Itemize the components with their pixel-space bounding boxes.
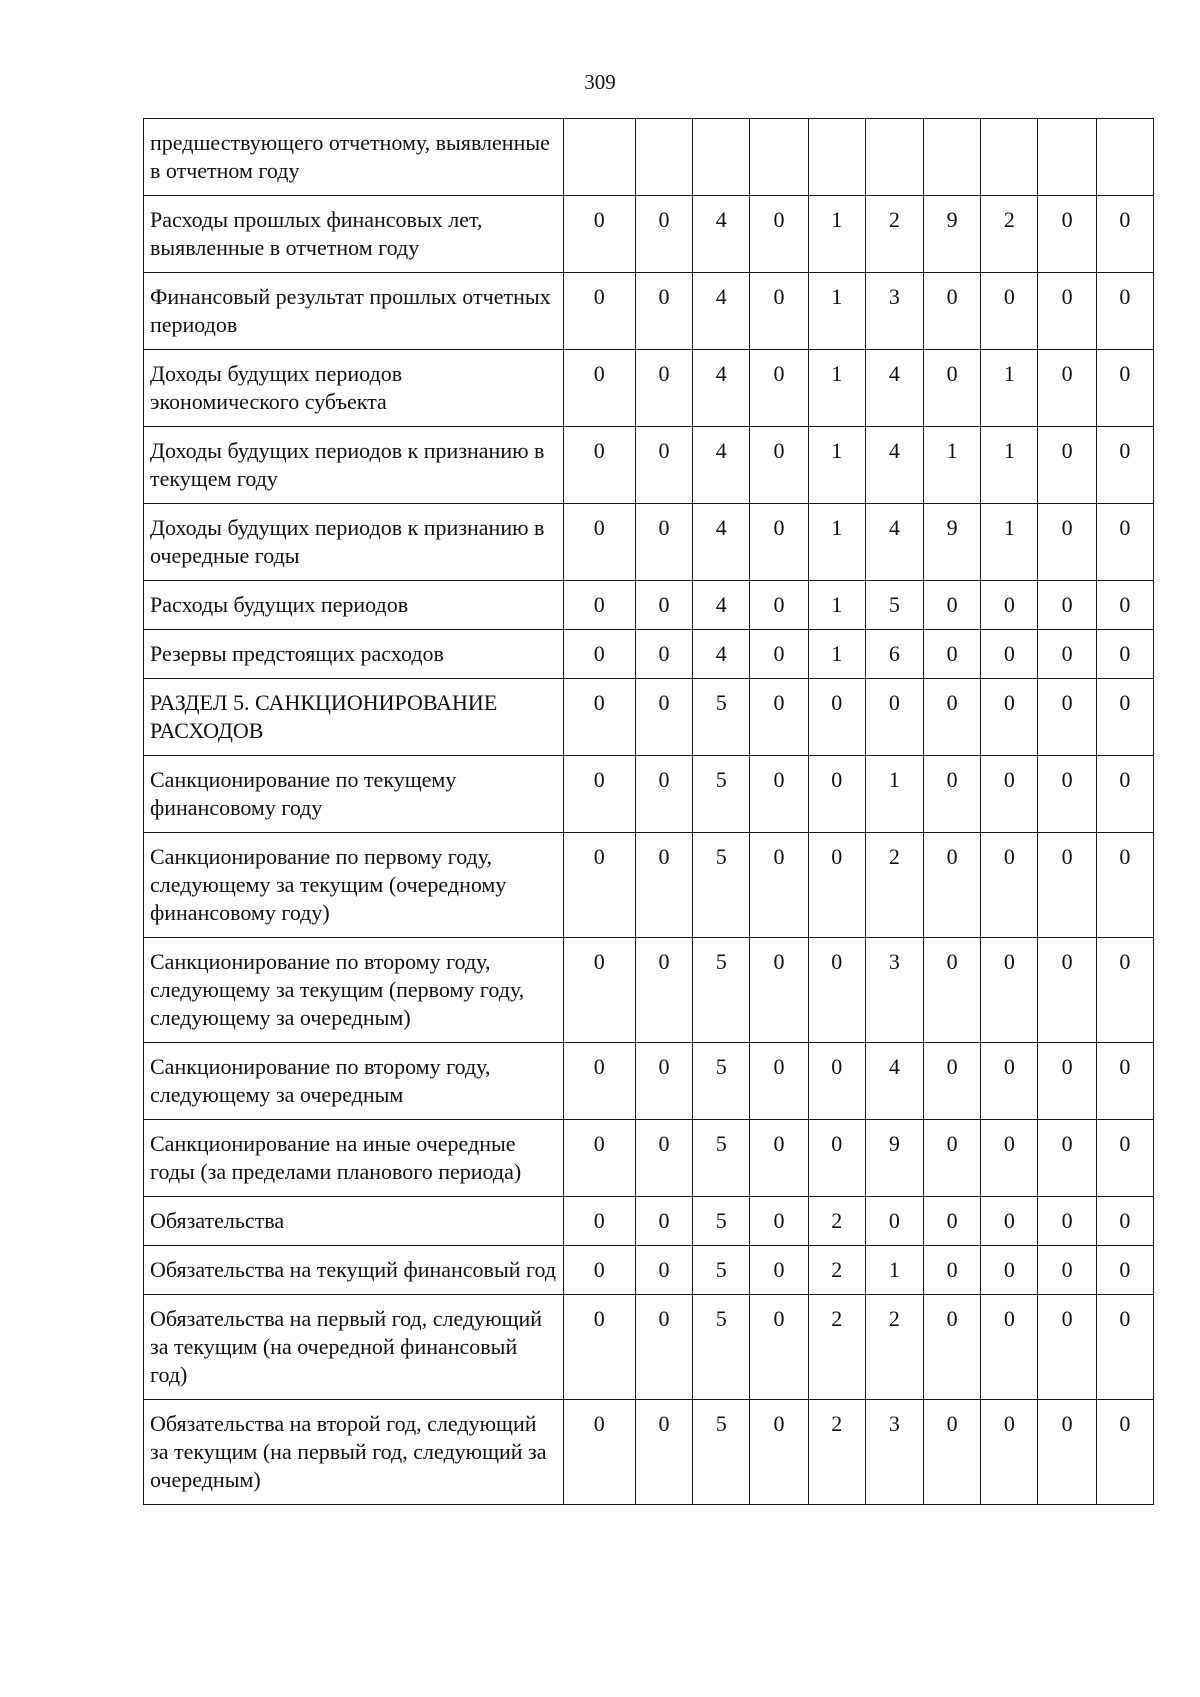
code-digit-cell: 0 xyxy=(563,273,635,350)
code-digit-cell: 0 xyxy=(563,427,635,504)
code-digit-cell: 0 xyxy=(1096,756,1153,833)
code-digit-cell: 0 xyxy=(750,679,808,756)
account-name-cell: Санкционирование на иные очередные годы (за пределами планового периода) xyxy=(144,1120,564,1197)
code-digit-cell: 0 xyxy=(924,350,981,427)
code-digit-cell: 9 xyxy=(865,1120,923,1197)
code-digit-cell xyxy=(750,119,808,196)
code-digit-cell: 0 xyxy=(1038,833,1096,938)
account-code-table xyxy=(143,118,1154,1505)
code-digit-cell xyxy=(924,119,981,196)
code-digit-cell: 1 xyxy=(808,427,865,504)
code-digit-cell: 0 xyxy=(635,679,692,756)
code-digit-cell: 0 xyxy=(1096,1197,1153,1246)
code-digit-cell: 1 xyxy=(808,504,865,581)
code-digit-cell: 0 xyxy=(924,581,981,630)
code-digit-cell: 0 xyxy=(1038,1197,1096,1246)
code-digit-cell: 0 xyxy=(1038,1120,1096,1197)
code-digit-cell: 0 xyxy=(750,1295,808,1400)
code-digit-cell: 1 xyxy=(808,350,865,427)
code-digit-cell: 0 xyxy=(1038,1400,1096,1505)
code-digit-cell: 0 xyxy=(635,504,692,581)
code-digit-cell: 0 xyxy=(1038,1043,1096,1120)
code-digit-cell: 0 xyxy=(865,1197,923,1246)
code-digit-cell: 0 xyxy=(750,1246,808,1295)
code-digit-cell: 0 xyxy=(750,756,808,833)
code-digit-cell: 0 xyxy=(981,581,1038,630)
code-digit-cell: 0 xyxy=(635,1295,692,1400)
code-digit-cell: 1 xyxy=(981,350,1038,427)
code-digit-cell xyxy=(693,119,750,196)
code-digit-cell: 0 xyxy=(1038,273,1096,350)
table-row xyxy=(144,1043,1154,1120)
code-digit-cell: 0 xyxy=(750,1120,808,1197)
account-name-cell: Доходы будущих периодов экономического субъекта xyxy=(144,350,564,427)
table-row xyxy=(144,273,1154,350)
code-digit-cell: 0 xyxy=(808,833,865,938)
code-digit-cell: 0 xyxy=(1038,350,1096,427)
code-digit-cell: 5 xyxy=(693,1295,750,1400)
code-digit-cell: 0 xyxy=(924,1295,981,1400)
code-digit-cell: 0 xyxy=(635,1400,692,1505)
code-digit-cell: 4 xyxy=(865,504,923,581)
code-digit-cell: 0 xyxy=(981,1400,1038,1505)
code-digit-cell xyxy=(981,119,1038,196)
code-digit-cell: 0 xyxy=(1038,196,1096,273)
code-digit-cell: 0 xyxy=(1096,630,1153,679)
code-digit-cell: 4 xyxy=(693,427,750,504)
code-digit-cell: 0 xyxy=(1038,756,1096,833)
code-digit-cell: 0 xyxy=(1096,1043,1153,1120)
code-digit-cell: 0 xyxy=(563,679,635,756)
code-digit-cell: 4 xyxy=(865,1043,923,1120)
code-digit-cell: 0 xyxy=(750,581,808,630)
code-digit-cell: 0 xyxy=(635,756,692,833)
code-digit-cell: 0 xyxy=(1096,350,1153,427)
code-digit-cell: 5 xyxy=(693,756,750,833)
code-digit-cell: 5 xyxy=(693,938,750,1043)
table-row xyxy=(144,833,1154,938)
code-digit-cell: 4 xyxy=(693,504,750,581)
table-row xyxy=(144,938,1154,1043)
code-digit-cell: 5 xyxy=(693,679,750,756)
code-digit-cell: 0 xyxy=(981,679,1038,756)
code-digit-cell: 0 xyxy=(750,1043,808,1120)
code-digit-cell: 0 xyxy=(563,938,635,1043)
code-digit-cell: 0 xyxy=(924,1400,981,1505)
code-digit-cell: 0 xyxy=(808,756,865,833)
code-digit-cell: 0 xyxy=(750,427,808,504)
code-digit-cell: 0 xyxy=(1096,504,1153,581)
table-row xyxy=(144,679,1154,756)
code-digit-cell: 0 xyxy=(750,833,808,938)
table-row xyxy=(144,427,1154,504)
code-digit-cell: 0 xyxy=(635,273,692,350)
account-name-cell: Обязательства xyxy=(144,1197,564,1246)
table-row xyxy=(144,350,1154,427)
account-name-cell: Обязательства на второй год, следующий за текущим (на первый год, следующий за очередным) xyxy=(144,1400,564,1505)
code-digit-cell: 0 xyxy=(1096,1246,1153,1295)
code-digit-cell: 4 xyxy=(865,350,923,427)
code-digit-cell: 2 xyxy=(865,1295,923,1400)
code-digit-cell: 0 xyxy=(563,1120,635,1197)
code-digit-cell: 0 xyxy=(808,679,865,756)
code-digit-cell: 2 xyxy=(808,1246,865,1295)
table-row xyxy=(144,630,1154,679)
code-digit-cell: 0 xyxy=(981,273,1038,350)
account-name-cell: Расходы будущих периодов xyxy=(144,581,564,630)
code-digit-cell: 0 xyxy=(563,581,635,630)
code-digit-cell: 0 xyxy=(1038,581,1096,630)
code-digit-cell: 2 xyxy=(808,1295,865,1400)
code-digit-cell: 2 xyxy=(981,196,1038,273)
code-digit-cell: 0 xyxy=(750,350,808,427)
code-digit-cell: 0 xyxy=(1038,679,1096,756)
code-digit-cell: 0 xyxy=(981,833,1038,938)
account-name-cell: Санкционирование по второму году, следующему за текущим (первому году, следующему за очередным) xyxy=(144,938,564,1043)
code-digit-cell: 0 xyxy=(1038,427,1096,504)
code-digit-cell: 0 xyxy=(1096,196,1153,273)
code-digit-cell: 0 xyxy=(924,1120,981,1197)
code-digit-cell: 1 xyxy=(865,1246,923,1295)
code-digit-cell: 0 xyxy=(924,756,981,833)
code-digit-cell: 4 xyxy=(693,581,750,630)
code-digit-cell: 0 xyxy=(1096,427,1153,504)
table-row xyxy=(144,1120,1154,1197)
table-row xyxy=(144,1246,1154,1295)
code-digit-cell: 5 xyxy=(693,1197,750,1246)
code-digit-cell: 9 xyxy=(924,196,981,273)
code-digit-cell: 3 xyxy=(865,938,923,1043)
code-digit-cell: 0 xyxy=(1038,938,1096,1043)
code-digit-cell: 0 xyxy=(563,504,635,581)
code-digit-cell: 0 xyxy=(924,679,981,756)
code-digit-cell: 6 xyxy=(865,630,923,679)
code-digit-cell: 0 xyxy=(1096,273,1153,350)
code-digit-cell: 0 xyxy=(924,1246,981,1295)
code-digit-cell xyxy=(1096,119,1153,196)
code-digit-cell: 2 xyxy=(865,833,923,938)
code-digit-cell: 0 xyxy=(750,630,808,679)
code-digit-cell: 9 xyxy=(924,504,981,581)
code-digit-cell: 0 xyxy=(563,1197,635,1246)
code-digit-cell: 4 xyxy=(865,427,923,504)
code-digit-cell xyxy=(1038,119,1096,196)
code-digit-cell: 4 xyxy=(693,273,750,350)
code-digit-cell: 0 xyxy=(750,504,808,581)
code-digit-cell: 0 xyxy=(1038,1246,1096,1295)
table-row xyxy=(144,119,1154,196)
code-digit-cell: 4 xyxy=(693,350,750,427)
code-digit-cell: 1 xyxy=(865,756,923,833)
code-digit-cell: 0 xyxy=(1038,630,1096,679)
account-name-cell: Обязательства на текущий финансовый год xyxy=(144,1246,564,1295)
code-digit-cell: 0 xyxy=(563,350,635,427)
code-digit-cell: 0 xyxy=(750,1197,808,1246)
code-digit-cell: 0 xyxy=(563,630,635,679)
code-digit-cell: 3 xyxy=(865,273,923,350)
code-digit-cell: 0 xyxy=(1038,504,1096,581)
code-digit-cell: 5 xyxy=(693,1246,750,1295)
code-digit-cell: 0 xyxy=(563,756,635,833)
code-digit-cell: 0 xyxy=(981,938,1038,1043)
code-digit-cell: 5 xyxy=(693,1120,750,1197)
account-name-cell: Обязательства на первый год, следующий за текущим (на очередной финансовый год) xyxy=(144,1295,564,1400)
table-body xyxy=(144,119,1154,1505)
table-row xyxy=(144,581,1154,630)
account-name-cell: РАЗДЕЛ 5. САНКЦИОНИРОВАНИЕ РАСХОДОВ xyxy=(144,679,564,756)
code-digit-cell: 5 xyxy=(865,581,923,630)
code-digit-cell: 0 xyxy=(635,630,692,679)
account-name-cell: Санкционирование по первому году, следующему за текущим (очередному финансовому году) xyxy=(144,833,564,938)
code-digit-cell xyxy=(635,119,692,196)
code-digit-cell: 0 xyxy=(1096,1295,1153,1400)
code-digit-cell: 0 xyxy=(808,1043,865,1120)
code-digit-cell: 1 xyxy=(808,196,865,273)
code-digit-cell: 0 xyxy=(635,1246,692,1295)
code-digit-cell: 4 xyxy=(693,196,750,273)
page-number: 309 xyxy=(584,70,616,94)
code-digit-cell: 0 xyxy=(1096,833,1153,938)
code-digit-cell: 3 xyxy=(865,1400,923,1505)
code-digit-cell: 0 xyxy=(563,196,635,273)
account-name-cell: Резервы предстоящих расходов xyxy=(144,630,564,679)
code-digit-cell: 0 xyxy=(924,273,981,350)
code-digit-cell: 0 xyxy=(1096,938,1153,1043)
table-row xyxy=(144,1197,1154,1246)
code-digit-cell xyxy=(563,119,635,196)
code-digit-cell: 5 xyxy=(693,1400,750,1505)
code-digit-cell: 0 xyxy=(808,938,865,1043)
code-digit-cell xyxy=(865,119,923,196)
code-digit-cell: 0 xyxy=(750,1400,808,1505)
code-digit-cell: 0 xyxy=(981,1043,1038,1120)
code-digit-cell: 0 xyxy=(563,1043,635,1120)
table-row xyxy=(144,504,1154,581)
code-digit-cell: 0 xyxy=(563,1246,635,1295)
code-digit-cell: 0 xyxy=(1096,1120,1153,1197)
account-name-cell: Доходы будущих периодов к признанию в очередные годы xyxy=(144,504,564,581)
code-digit-cell: 4 xyxy=(693,630,750,679)
code-digit-cell: 0 xyxy=(635,938,692,1043)
code-digit-cell: 0 xyxy=(635,350,692,427)
code-digit-cell: 5 xyxy=(693,1043,750,1120)
code-digit-cell: 0 xyxy=(1096,679,1153,756)
account-name-cell: Доходы будущих периодов к признанию в текущем году xyxy=(144,427,564,504)
code-digit-cell: 0 xyxy=(750,196,808,273)
code-digit-cell: 0 xyxy=(635,427,692,504)
code-digit-cell: 2 xyxy=(808,1400,865,1505)
code-digit-cell: 0 xyxy=(635,1197,692,1246)
code-digit-cell: 0 xyxy=(865,679,923,756)
code-digit-cell: 0 xyxy=(981,1295,1038,1400)
code-digit-cell: 0 xyxy=(981,630,1038,679)
account-name-cell: Расходы прошлых финансовых лет, выявленные в отчетном году xyxy=(144,196,564,273)
code-digit-cell: 0 xyxy=(924,1197,981,1246)
code-digit-cell: 0 xyxy=(1096,581,1153,630)
code-digit-cell: 2 xyxy=(865,196,923,273)
code-digit-cell: 0 xyxy=(563,1400,635,1505)
code-digit-cell: 0 xyxy=(924,1043,981,1120)
code-digit-cell: 1 xyxy=(808,630,865,679)
code-digit-cell: 0 xyxy=(635,196,692,273)
code-digit-cell: 0 xyxy=(924,938,981,1043)
table-row xyxy=(144,756,1154,833)
code-digit-cell: 0 xyxy=(981,1120,1038,1197)
code-digit-cell: 0 xyxy=(1096,1400,1153,1505)
code-digit-cell: 1 xyxy=(808,581,865,630)
code-digit-cell: 0 xyxy=(981,1197,1038,1246)
code-digit-cell: 1 xyxy=(808,273,865,350)
table-row xyxy=(144,1400,1154,1505)
code-digit-cell: 1 xyxy=(924,427,981,504)
account-name-cell: предшествующего отчетному, выявленные в отчетном году xyxy=(144,119,564,196)
code-digit-cell: 0 xyxy=(635,1120,692,1197)
code-digit-cell: 0 xyxy=(924,833,981,938)
code-digit-cell: 0 xyxy=(635,1043,692,1120)
code-digit-cell: 1 xyxy=(981,504,1038,581)
code-digit-cell: 0 xyxy=(635,833,692,938)
account-name-cell: Санкционирование по второму году, следующему за очередным xyxy=(144,1043,564,1120)
table-row xyxy=(144,1295,1154,1400)
code-digit-cell: 2 xyxy=(808,1197,865,1246)
table-row xyxy=(144,196,1154,273)
code-digit-cell: 0 xyxy=(635,581,692,630)
code-digit-cell: 0 xyxy=(924,630,981,679)
code-digit-cell: 0 xyxy=(750,273,808,350)
code-digit-cell: 1 xyxy=(981,427,1038,504)
code-digit-cell: 0 xyxy=(750,938,808,1043)
code-digit-cell: 0 xyxy=(563,833,635,938)
code-digit-cell: 0 xyxy=(563,1295,635,1400)
code-digit-cell: 0 xyxy=(1038,1295,1096,1400)
code-digit-cell: 0 xyxy=(981,756,1038,833)
account-name-cell: Финансовый результат прошлых отчетных периодов xyxy=(144,273,564,350)
code-digit-cell: 5 xyxy=(693,833,750,938)
code-digit-cell: 0 xyxy=(808,1120,865,1197)
code-digit-cell xyxy=(808,119,865,196)
code-digit-cell: 0 xyxy=(981,1246,1038,1295)
account-name-cell: Санкционирование по текущему финансовому году xyxy=(144,756,564,833)
